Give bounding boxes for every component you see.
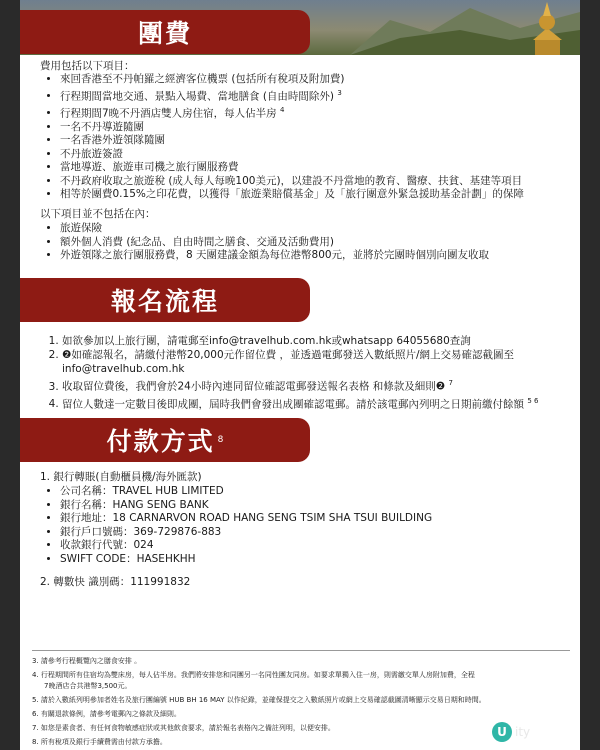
bank-transfer-heading: 1. 銀行轉賬(自動櫃員機/海外匯款) (40, 471, 202, 483)
buddha-statue-image (525, 0, 570, 55)
list-item: 2. ❷如確認報名，請繳付港幣20,000元作留位費 ，並透過電郵發送入數紙照片/網上交易確認截圖至 info@travelhub.com.hk (62, 348, 580, 376)
list-item: • 當地導遊、旅遊車司機之旅行團服務費 (60, 161, 580, 175)
excludes-list (40, 222, 580, 263)
includes-heading: 費用包括以下項目： (40, 60, 135, 72)
section-title-payment-text: 付款方式 (106, 427, 215, 456)
footnote: 6. 有關退款條例，請參考電郵內之條款及細則。 (32, 710, 181, 718)
list-item: • 來回香港至不丹帕羅之經濟客位機票 (包括所有稅項及附加費) (60, 73, 580, 87)
section-title-fees-text: 團費 (137, 19, 192, 48)
list-item: • 行程期間7晚不丹酒店雙人房住宿，每人佔半房 $^4$ (60, 104, 580, 121)
list-item: • 收款銀行代號：024 (60, 539, 580, 553)
list-item: • 行程期間當地交通、景點入場費、當地膳食 (自由時間除外) $^3$ (60, 87, 580, 104)
unwire-logo-icon: U (492, 722, 512, 742)
section-title-registration (20, 278, 310, 322)
footnote-divider (32, 650, 570, 651)
footnote: 3. 請參考行程概覽內之膳食安排 。 (32, 657, 142, 665)
footnote: 8. 所有稅項及銀行手續費需由付款方承擔。 (32, 738, 167, 746)
bank-details-list (40, 485, 580, 566)
section-title-registration-text: 報名流程 (110, 287, 219, 316)
footnote: 7晚酒店合共港幣3,500元。 (44, 682, 132, 690)
list-item: • 相等於團費0.15%之印花費，以獲得「旅遊業賠償基金」及「旅行團意外緊急援助基金計劃」的保障 (60, 188, 580, 202)
list-item: • 不丹政府收取之旅遊稅 (成人每人每晚100美元)，以建設不丹當地的教育、醫療、扶貧、基建等項目 (60, 175, 580, 189)
list-item: • 公司名稱：TRAVEL HUB LIMITED (60, 485, 580, 499)
list-item: • 一名不丹導遊隨團 (60, 121, 580, 135)
list-item: • 銀行名稱：HANG SENG BANK (60, 499, 580, 513)
list-item: • 額外個人消費 (紀念品、自由時間之膳食、交通及活動費用) (60, 236, 580, 250)
section-title-payment (20, 418, 310, 462)
list-item: • 不丹旅遊簽證 (60, 148, 580, 162)
footnote: 7. 如您是素食者、有任何食物敏感症狀或其他飲食要求，請於報名表格內之備註列明，以便安排。 (32, 724, 335, 732)
list-item: 1. 如欲參加以上旅行團，請電郵至info@travelhub.com.hk或whatsapp 64055680查詢 (62, 334, 580, 348)
registration-steps (40, 334, 580, 411)
footnote: 4. 行程期間所有住宿均為雙床房，每人佔半房。我們將安排您和同團另一名同性團友同房。如要求單獨入住一房，則需繳交單人房附加費，全程 (32, 671, 475, 679)
list-item: 3. 收取留位費後，我們會於24小時內連同留位確認電郵發送報名表格 和條款及細則❷ $^7$ (62, 376, 580, 394)
watermark-logo (492, 720, 587, 744)
footnote: 5. 請於入數紙列明參加者姓名及旅行團編號 HUB BH 16 MAY 以作紀錄，並確保提交之入數紙照片或網上交易確認截圖清晰顯示交易日期和時間。 (32, 696, 486, 704)
list-item: • SWIFT CODE：HASEHKHH (60, 553, 580, 567)
list-item: • 外遊領隊之旅行團服務費，8 天團建議金額為每位港幣800元，並將於完團時個別向團友收取 (60, 249, 580, 263)
includes-list (40, 73, 580, 202)
fps-line: 2. 轉數快 識別碼：111991832 (40, 576, 191, 588)
section-title-fees (20, 10, 310, 54)
list-item: • 旅遊保險 (60, 222, 580, 236)
watermark-text: ity (515, 725, 531, 739)
excludes-heading: 以下項目並不包括在內： (40, 208, 156, 220)
list-item: 4. 留位人數達一定數目後即成團，屆時我們會發出成團確認電郵。請於該電郵內列明之日期前繳付餘額 $^{5 6}$ (62, 394, 580, 412)
section-title-payment-sup: 8 (217, 435, 224, 445)
brochure-page (20, 0, 580, 750)
list-item: • 銀行戶口號碼：369-729876-883 (60, 526, 580, 540)
list-item: • 銀行地址：18 CARNARVON ROAD HANG SENG TSIM SHA TSUI BUILDING (60, 512, 580, 526)
list-item: • 一名香港外遊領隊隨團 (60, 134, 580, 148)
